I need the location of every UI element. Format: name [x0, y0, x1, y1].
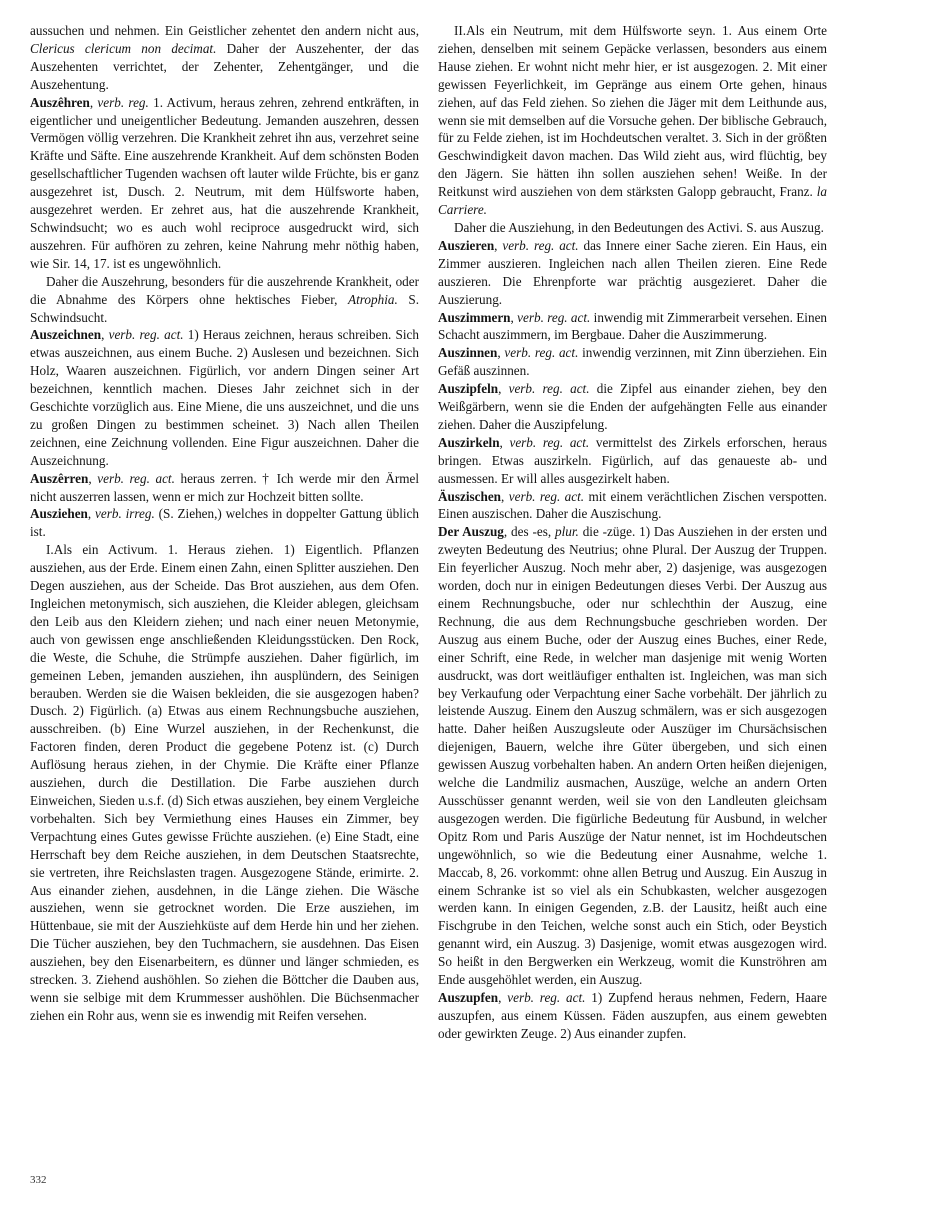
entry-ausziehen: Ausziehen, verb. irreg. (S. Ziehen,) welches in doppelter Gattung üblich ist. [30, 506, 419, 540]
headword: Ausziehen [30, 506, 88, 522]
grammar-label: verb. reg. act. [108, 327, 184, 343]
headword: Auszêhren [30, 94, 90, 110]
grammar-label: plur. [555, 524, 579, 540]
entry-auszehrung: Daher die Auszehrung, besonders für die auszehrende Krankheit, oder die Abnahme des Körpers ohne hektisches Fieber, Atrophia. S. Schwindsucht. [30, 273, 420, 325]
grammar-label: verb. reg. act. [507, 989, 586, 1005]
page-number: 332 [30, 1174, 47, 1186]
entry-auszimmern: Auszimmern, verb. reg. act. inwendig mit Zimmerarbeit versehen. Einen Schacht auszimmern, im Bergbaue. Daher die Auszimmerung. [438, 309, 828, 343]
left-column [30, 22, 419, 1025]
entry-auszischen: Äuszischen, verb. reg. act. mit einem verächtlichen Zischen verspotten. Einen auszischen. Daher die Auszischung. [438, 488, 827, 522]
headword: Auszieren [438, 237, 495, 253]
entry-ausziehen-neutrum: II.Als ein Neutrum, mit dem Hülfsworte seyn. 1. Aus einem Orte ziehen, denselben mit seinem Gepäcke verlassen, besonders aus einem Hause ziehen. Er wohnt nicht mehr hier, er ist ausgezogen. 2. Mit einer gewissen Feyerlichkeit, im Gepränge aus einem Orte gehen, hinaus ziehen, auf das Feld ziehen. So ziehen die Jäger mit dem Leithunde aus, wenn sie mit demselben auf die Vorsuche gehen. Der biblische Gebrauch, für zu Felde ziehen, ist im Hochdeutschen veraltet. 3. Sich in der größten Geschwindigkeit davon machen. Das Wild zieht aus, wird flüchtig, bey den Jägern. Sie hätten ihn sollen ausziehen sehen! Weiße. In der Reitkunst wird ausziehen von dem stärksten Galopp gebraucht, Franz. la Carriere. [438, 23, 828, 218]
dictionary-page [30, 22, 910, 1172]
entry-auszehren: Auszêhren, verb. reg. 1. Activum, heraus zehren, zehrend entkräften, in eigentlicher und uneigentlicher Bedeutung. Jemanden auszehren, dessen Vermögen völlig verzehren. Die Krankheit zehret ihn aus, verzehret seine Kräfte und Säfte. Eine auszehrende Krankheit. Auf dem schönsten Boden gesellschaftlicher Tugenden wachsen oft lauter wilde Früchte, bis er ganz ausgezehret ist, Dusch. 2. Neutrum, mit dem Hülfsworte haben, ausgezehret werden. Er zehret aus, hat die auszehrende Krankheit, Schwindsucht; wo es auch wohl reciproce ausgedruckt wird, sich auszehren. Für aufhören zu zehren, keine Nahrung mehr nöthig haben, wie Sir. 14, 17. ist es ungewöhnlich. [30, 94, 419, 271]
grammar-label: verb. reg. act. [509, 434, 590, 450]
headword: Auszeichnen [30, 327, 102, 343]
entry-continuation: aussuchen und nehmen. Ein Geistlicher zehentet den andern nicht aus, Clericus clericum non decimat. Daher der Auszehenter, der das Auszehenten verrichtet, der Zehenter, Zehentgänger, und die Auszehentung. [30, 23, 420, 92]
grammar-label: verb. reg. act. [97, 470, 175, 486]
entry-ausziehen-activum: I.Als ein Activum. 1. Heraus ziehen. 1) Eigentlich. Pflanzen ausziehen, aus der Erde. Einem einen Zahn, einen Splitter ausziehen. Den Degen ausziehen, aus der Scheide. Das Brot ausziehen, aus dem Ofen. Ingleichen metonymisch, sich ausziehen, die Kleider ablegen, gleichsam den Leib aus den Kleidern ziehen; und nach einer neuen Metonymie, auch von gewissen enge anschließenden Kleidungsstücken. Den Rock, die Weste, die Schuhe, die Strümpfe ausziehen. Daher figürlich, im gemeinen Leben, jemanden ausziehen, ihn ausplündern, des Seinigen berauben. Werden sie die Waisen bekleiden, die sie ausgezogen haben? Dusch. 2) Figürlich. (a) Etwas aus einem Rechnungsbuche ausziehen, ausschreiben. (b) Eine Wurzel ausziehen, in der Rechenkunst, die Factoren finden, deren Product die gegebene Potenz ist. (c) Durch Auflösung heraus ziehen, in der Chymie. Die Kräfte einer Pflanze ausziehen, durch die Destillation. Die Farbe ausziehen durch Einweichen, Sieden u.s.f. (d) Sich etwas ausziehen, bey einem Vergleiche vorbehalten. Sich bey Vermiethung eines Hauses ein Zimmer, bey Verpachtung eines Gutes gewisse Früchte ausziehen. (e) Eine Stadt, eine Herrschaft bey dem Reiche ausziehen, in dem Deutschen Staatsrechte, sie vertreten, ihre Reichslasten tragen. Ausgezogene Stände, erimirte. 2. Aus einander ziehen, ausdehnen, in die Länge ziehen. Die Wäsche ausziehen, wenn sie getrocknet worden. Die Erze ausziehen, im Hüttenbaue, sie mit der Ausziehküste auf dem Herde hin und her ziehen. Die Tücher ausziehen, bey den Tuchmachern, sie ausdehnen. Das Eisen ausziehen, bey den Eisenarbeitern, es dünner und länger schmieden, es strecken. 3. Ziehend aushöhlen. So ziehen die Böttcher die Dauben aus, wenn sie selbige mit dem Krummesser aushöhlen. Die Büchsenmacher ziehen ein Rohr aus, wenn sie es inwendig mit Reifen versehen. [30, 542, 419, 1023]
grammar-label: verb. reg. act. [504, 345, 579, 361]
headword: Der Auszug [438, 524, 504, 540]
entry-auszirkeln: Auszirkeln, verb. reg. act. vermittelst des Zirkels erforschen, heraus bringen. Etwas auszirkeln. Figürlich, auf das genaueste ab- und ausmessen. Er will alles ausgezirkelt haben. [438, 434, 828, 486]
entry-auszinnen: Auszinnen, verb. reg. act. inwendig verzinnen, mit Zinn überziehen. Ein Gefäß auszinnen. [438, 345, 828, 379]
headword: Auszimmern [438, 309, 511, 325]
headword: Auszipfeln [438, 381, 499, 397]
entry-auszerren: Auszêrren, verb. reg. act. heraus zerren. † Ich werde mir den Ärmel nicht auszerren lassen, wenn er mich zur Hochzeit bitten sollte. [30, 470, 420, 504]
headword: Auszinnen [438, 345, 498, 361]
headword: Auszêrren [30, 470, 89, 486]
entry-auszeichnen: Auszeichnen, verb. reg. act. 1) Heraus zeichnen, heraus schreiben. Sich etwas auszeichnen, aus einem Buche. 2) Auslesen und bezeichnen. Sich Holz, Waaren auszeichnen. Figürlich, vor andern Dingen seiner Art bezeichnen, kenntlich machen. Dieses Jahr zeichnet sich in der Geschichte vorzüglich aus. Eine Miene, die uns auszeichnet, und die uns zu großen Dingen zu bestimmen scheinet. 3) Nach allen Theilen zeichnen, eine Zeichnung vollenden. Eine Figur auszeichnen. Daher die Auszeichnung. [30, 327, 420, 468]
entry-auszupfen: Auszupfen, verb. reg. act. 1) Zupfend heraus nehmen, Federn, Haare auszupfen, aus einem Küssen. Fäden auszupfen, aus einem gewebten oder gewirkten Zeuge. 2) Aus einander zupfen. [438, 989, 828, 1041]
headword: Auszirkeln [438, 434, 500, 450]
entry-auszieren: Auszieren, verb. reg. act. das Innere einer Sache zieren. Ein Haus, ein Zimmer auszieren. Ingleichen nach allen Theilen zieren. Eine Rede auszieren. Die Ehrenpforte war prächtig ausgezieret. Daher die Auszierung. [438, 237, 827, 307]
headword: Äuszischen [438, 488, 502, 504]
entry-auszipfeln: Auszipfeln, verb. reg. act. die Zipfel aus einander ziehen, bey den Weißgärbern, wenn sie die Enden der aufgehängten Felle aus einander ziehen. Daher die Auszipfelung. [438, 381, 827, 432]
grammar-label: verb. reg. act. [502, 237, 579, 253]
entry-auszug: Der Auszug, des -es, plur. die -züge. 1) Das Ausziehen in der ersten und zweyten Bedeutung des Neutrius; ohne Plural. Der Auszug der Truppen. Ein feyerlicher Auszug. Noch mehr aber, 2) dasjenige, was ausgezogen worden, doch nur in einigen Bedeutungen dieses Verbi. Der Auszug aus einem Rechnungsbuche, oder nur schlechthin der Auszug, eine Rechnung, die aus dem Rechnungsbuche geschrieben worden. Der Auszug aus einem Buche, oder der Auszug eines Buches, einer Rede, einer Schrift, eine Rede, in welcher man dasjenige mit wenig Worten ausdruckt, was dort weitläufiger enthalten ist. Ingleichen, was man sich bey Verkaufung oder Verpachtung einer Sache vorbehält. Der jährlich zu leistende Auszug. Einem den Auszug schmälern, was er sich ausgezogen hatte. Daher heißen Auszugsleute oder Auszüger im Chursächsischen diejenigen, Bauern, welche ihre Güter übergeben, und sich einen gewissen Auszug vorbehalten haben. An andern Orten heißen diejenigen, welche die Landmiliz ausmachen, Auszüge, welche an andern Orten Ausschüsser genannt werden, weil sie von den Landleuten gleichsam ausgezogen werden. Die figürliche Bedeutung für Ausbund, in welcher Opitz Rom und Paris Auszüge der Natur nennet, ist im Hochdeutschen ungewöhnlich, so wie die Bedeutung einer Ausnahme, welche 1. Maccab, 8, 26. vorkommt: ohne allen Betrug und Auszug. Ein Auszug in einem Schranke ist so viel als ein Schubkasten, welcher ausgezogen werden kann. In einigen Gegenden, z.B. der Lausitz, heißt auch eine Fischgrube in den Teichen, welche sonst auch ein Stich, oder Beystich genannt wird, ein Auszug. 3) Dasjenige, womit etwas ausgezogen wird. So heißt in den Bergwerken ein Werkzeug, womit die Kunströhren am Ende ausgehöhlet werden, ein Auszug. [438, 524, 827, 988]
grammar-label: verb. reg. [97, 94, 149, 110]
right-column [438, 22, 827, 1043]
headword: Auszupfen [438, 989, 499, 1005]
grammar-label: verb. reg. act. [517, 309, 591, 325]
grammar-label: verb. reg. act. [508, 381, 590, 397]
grammar-label: verb. irreg. [95, 506, 155, 522]
grammar-label: verb. reg. act. [508, 488, 585, 504]
entry-ausziehung: Daher die Ausziehung, in den Bedeutungen des Activi. S. aus Auszug. [454, 219, 824, 235]
